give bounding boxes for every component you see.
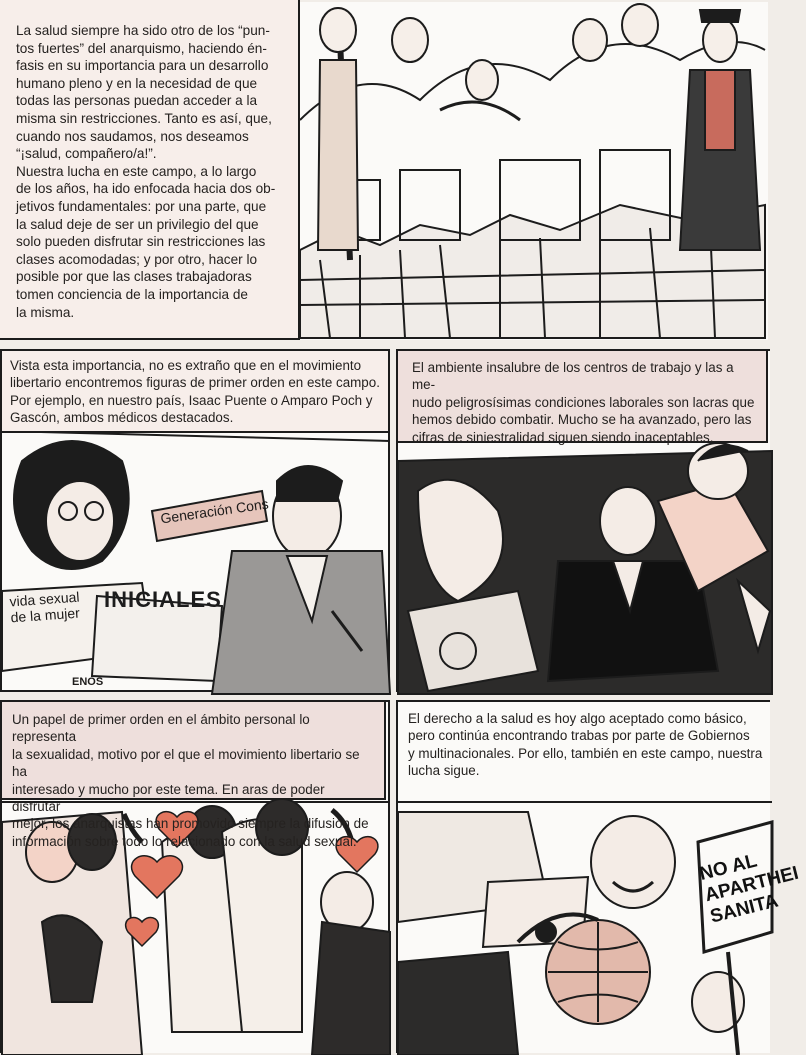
panel-5-caption	[398, 702, 770, 800]
panel-4-caption-text: Un papel de primer orden en el ámbito personal lo representa la sexualidad, motivo por el que el movimiento libertario se ha interesado y mucho por este tema. En aras de poder disfrutar mejor, los anarquistas han promovido siempre la difusión de información sobre todo lo relacionado con la salud sexual.	[12, 712, 369, 849]
panel-2-caption-text: Vista esta importancia, no es extraño que en el movimiento libertario encontremos figuras de primer orden en este campo. Por ejemplo, en nuestro país, Isaac Puente o Amparo Poch y Gascón, ambos médicos destacados.	[10, 358, 380, 426]
panel-5	[396, 700, 801, 1053]
panel-3	[396, 349, 770, 692]
book-iniciales-title: INICIALES	[104, 587, 222, 612]
protest-sign-text: NO AL APARTHEI SANITA	[697, 850, 801, 928]
panel-3-caption-text: El ambiente insalubre de los centros de trabajo y las a me- nudo peligrosísimas condiciones laborales son lacras que hemos debido combatir. Mucho se ha avanzado, pero las cifras de siniestralidad siguen siendo inaceptables.	[412, 360, 755, 445]
book-vida-sexual-title: vida sexual de la mujer	[8, 588, 81, 626]
panel-1	[0, 0, 770, 343]
panel-1-caption	[0, 0, 300, 340]
panel-4	[0, 700, 390, 1053]
panel-1-caption-text: La salud siempre ha sido otro de los “pun- tos fuertes” del anarquismo, haciendo én- fasis en su importancia para un desarrollo humano pleno y en la necesidad de que todas las personas puedan acceder a la misma sin restricciones. Tanto es así, que, cuando nos saudamos, nos deseamos “¡salud, compañero/a!”. Nuestra lucha en este campo, a lo largo de los años, ha ido enfocada hacia dos ob- jetivos fundamentales: por una parte, que la salud deje de ser un privilegio del que solo pueden disfrutar sin restricciones las clases acomodadas; y por otro, hacer lo posible por que las clases trabajadoras tomen conciencia de la importancia de la misma.	[16, 23, 276, 320]
panel-2	[0, 349, 390, 692]
book-small-label: ENOS	[72, 676, 104, 688]
book-generacion-title: Generación Cons	[159, 495, 270, 527]
panel-3-caption	[398, 351, 768, 443]
panel-4-caption	[2, 702, 386, 849]
panel-5-caption-text: El derecho a la salud es hoy algo aceptado como básico, pero continúa encontrando trabas por parte de Gobiernos y multinacionales. Por ello, también en este campo, nuestra lucha sigue.	[408, 711, 763, 779]
panel-2-caption	[2, 351, 388, 433]
